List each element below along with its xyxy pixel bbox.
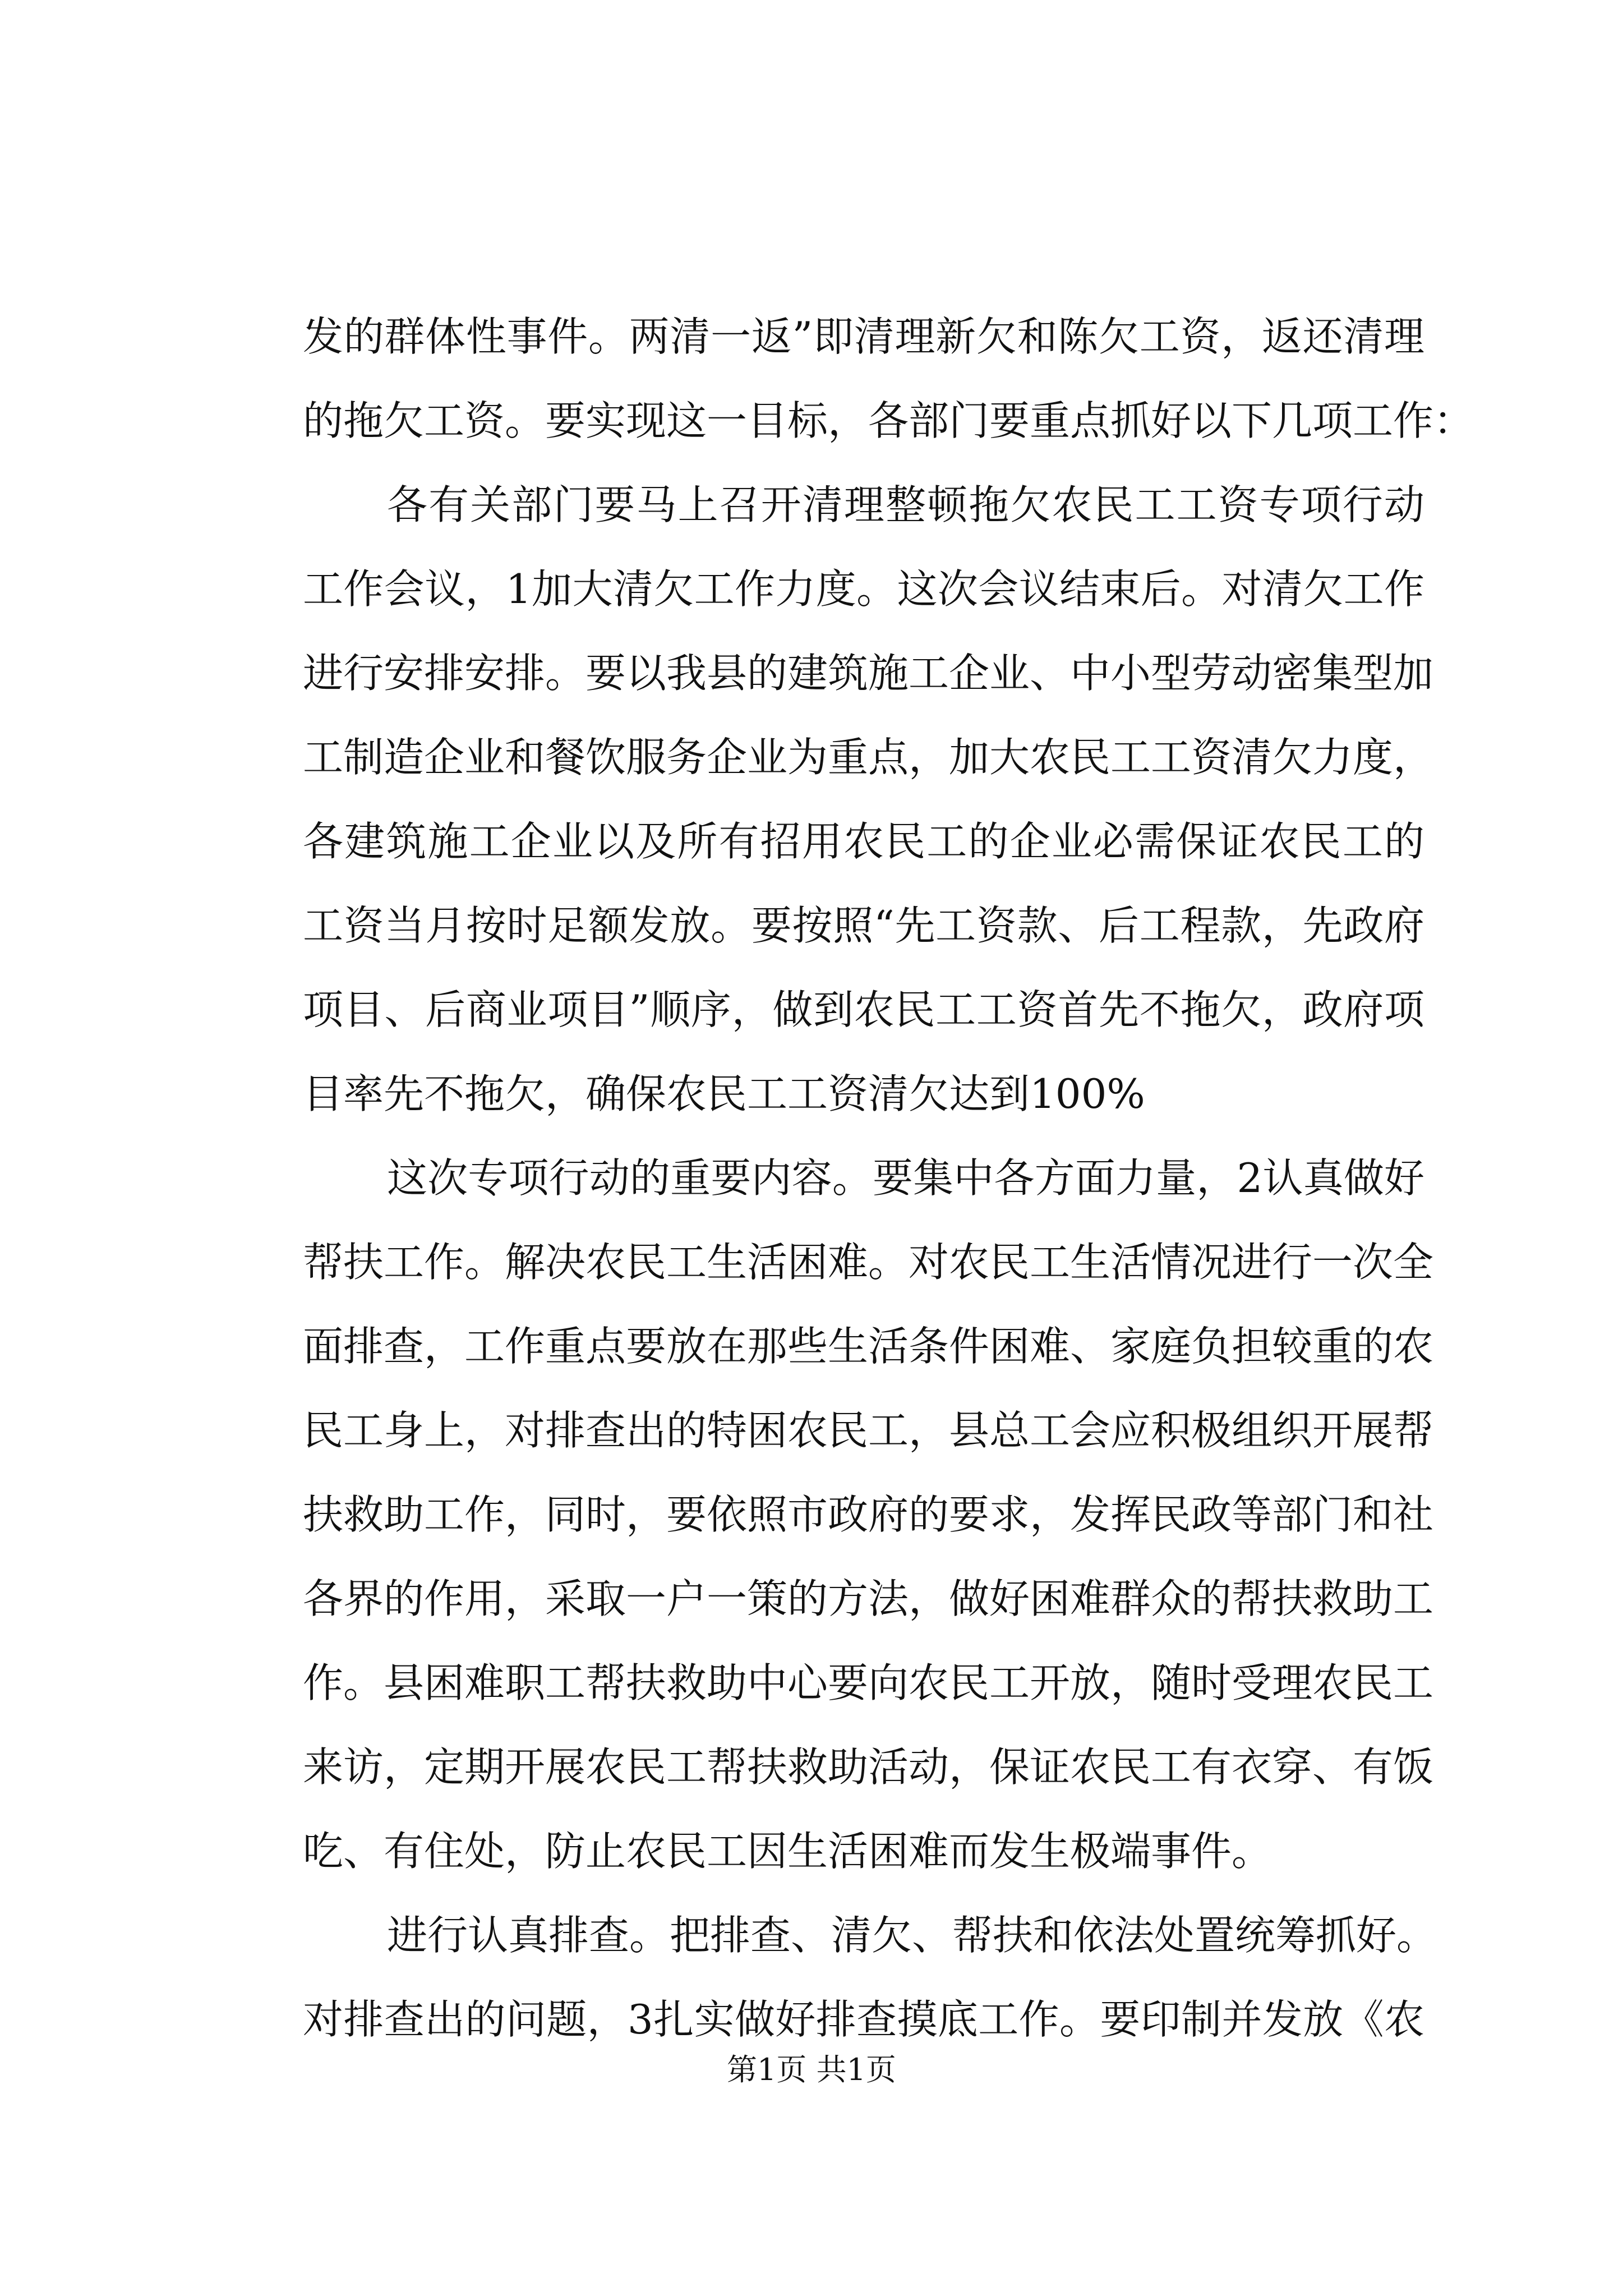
paragraph-start-line: 进行认真排查。把排查、清欠、帮扶和依法处置统筹抓好。 (387, 1912, 1437, 1959)
paragraph-end-line: 吃、有住处，防止农民工因生活困难而发生极端事件。 (303, 1828, 1272, 1875)
text-line: 对排查出的问题，3扎实做好排查摸底工作。要印制并发放《农 (303, 1996, 1424, 2043)
text-line: 帮扶工作。解决农民工生活困难。对农民工生活情况进行一次全 (303, 1239, 1434, 1286)
text-line: 各界的作用，采取一户一策的方法，做好困难群众的帮扶救助工 (303, 1575, 1434, 1622)
text-line: 作。县困难职工帮扶救助中心要向农民工开放，随时受理农民工 (303, 1659, 1434, 1706)
text-line: 发的群体性事件。两清一返”即清理新欠和陈欠工资，返还清理 (303, 313, 1424, 360)
paragraph-start-line: 这次专项行动的重要内容。要集中各方面力量，2认真做好 (387, 1154, 1424, 1202)
text-line: 工作会议，1加大清欠工作力度。这次会议结束后。对清欠工作 (303, 565, 1424, 613)
paragraph-start-line: 各有关部门要马上召开清理整顿拖欠农民工工资专项行动 (387, 481, 1424, 528)
text-line: 民工身上，对排查出的特困农民工，县总工会应积极组织开展帮 (303, 1407, 1434, 1454)
text-line: 面排查，工作重点要放在那些生活条件困难、家庭负担较重的农 (303, 1323, 1434, 1370)
text-line: 工资当月按时足额发放。要按照“先工资款、后工程款，先政府 (303, 902, 1424, 949)
text-line: 项目、后商业项目”顺序，做到农民工工资首先不拖欠，政府项 (303, 986, 1424, 1033)
text-line: 各建筑施工企业以及所有招用农民工的企业必需保证农民工的 (303, 818, 1424, 865)
paragraph-end-line: 目率先不拖欠，确保农民工工资清欠达到100% (303, 1070, 1145, 1117)
text-line: 来访，定期开展农民工帮扶救助活动，保证农民工有衣穿、有饭 (303, 1743, 1434, 1791)
text-line: 工制造企业和餐饮服务企业为重点，加大农民工工资清欠力度， (303, 734, 1434, 781)
text-line: 扶救助工作，同时，要依照市政府的要求，发挥民政等部门和社 (303, 1491, 1434, 1538)
page-number-footer: 第1页 共1页 (727, 2052, 896, 2087)
text-line: 进行安排安排。要以我县的建筑施工企业、中小型劳动密集型加 (303, 650, 1434, 697)
text-line: 的拖欠工资。要实现这一目标，各部门要重点抓好以下几项工作： (303, 397, 1474, 444)
